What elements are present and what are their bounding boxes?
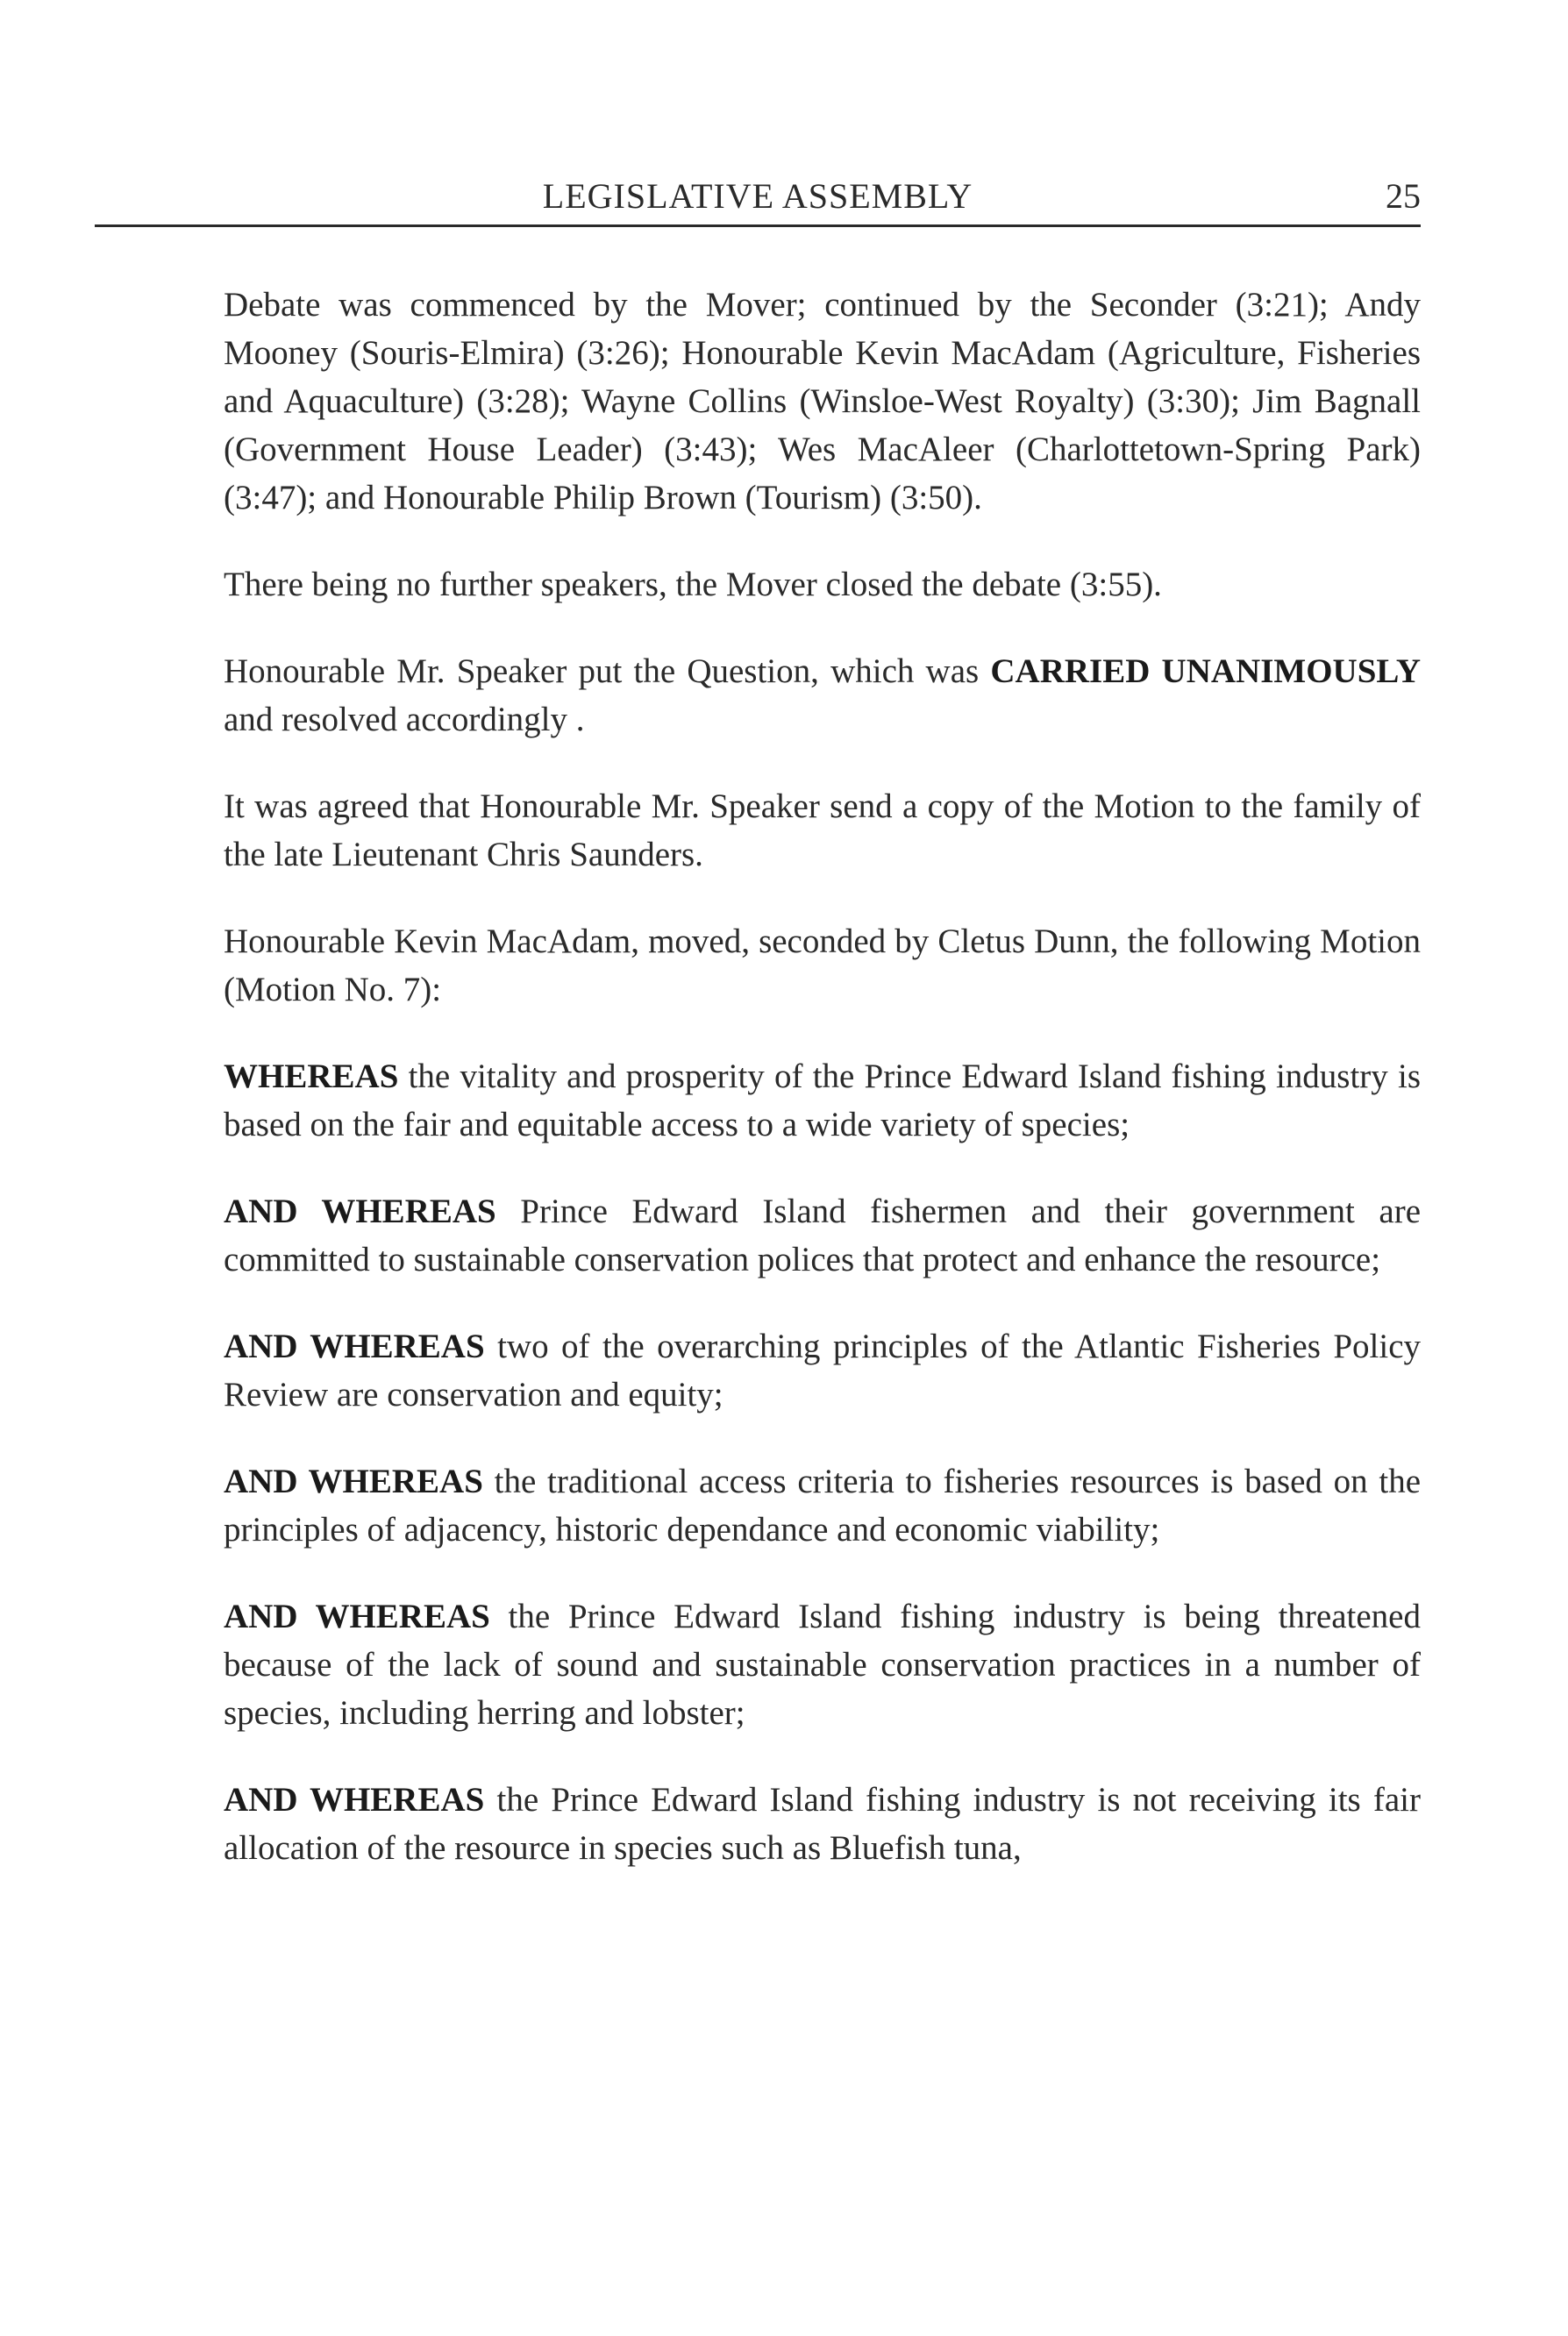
debate-text: Debate was commenced by the Mover; continued by the Seconder (3:21); Andy Mooney (Souris-Elmira) (3:26); Honourable Kevin MacAdam (Agriculture, Fisheries and Aquaculture) (3:28); Wayne Collins (Winsloe-West Royalty) (3:30); Jim Bagnall (Government House Leader) (3:43); Wes MacAleer (Charlottetown-Spring Park) (3:47); and Honourable Philip Brown (Tourism) (3:50).	[224, 286, 1421, 516]
question-text: Honourable Mr. Speaker put the Question, which was	[224, 652, 991, 690]
running-title: LEGISLATIVE ASSEMBLY	[542, 176, 973, 216]
journal-body	[224, 281, 1421, 1911]
debate-paragraph	[224, 281, 1421, 522]
whereas-text: the vitality and prosperity of the Prince Edward Island fishing industry is based on the fair and equitable access to a wide variety of species;	[224, 1058, 1421, 1143]
whereas-text: the Prince Edward Island fishing industry is being threatened because of the lack of sound and sustainable conservation practices in a number of species, including herring and lobster;	[224, 1598, 1421, 1732]
whereas-clause	[224, 1592, 1421, 1737]
motion-intro-text: Honourable Kevin MacAdam, moved, seconded by Cletus Dunn, the following Motion (Motion No. 7):	[224, 922, 1421, 1008]
whereas-clause	[224, 1457, 1421, 1554]
whereas-text: Prince Edward Island fishermen and their government are committed to sustainable conservation polices that protect and enhance the resource;	[224, 1193, 1421, 1278]
copy-motion-paragraph	[224, 782, 1421, 879]
whereas-clause	[224, 1187, 1421, 1284]
whereas-clause	[224, 1052, 1421, 1149]
whereas-lead: AND WHEREAS	[224, 1463, 483, 1500]
motion-intro-paragraph	[224, 917, 1421, 1014]
whereas-clause	[224, 1322, 1421, 1419]
copy-motion-text: It was agreed that Honourable Mr. Speaker send a copy of the Motion to the family of the late Lieutenant Chris Saunders.	[224, 787, 1421, 873]
carried-unanimously: CARRIED UNANIMOUSLY	[990, 652, 1421, 690]
question-paragraph	[224, 647, 1421, 744]
whereas-lead: WHEREAS	[224, 1058, 399, 1095]
whereas-text: the traditional access criteria to fisheries resources is based on the principles of adjacency, historic dependance and economic viability;	[224, 1463, 1422, 1549]
whereas-lead: AND WHEREAS	[224, 1598, 490, 1635]
closing-paragraph	[224, 560, 1421, 609]
whereas-text: the Prince Edward Island fishing industry is not receiving its fair allocation of the resource in species such as Bluefish tuna,	[224, 1781, 1421, 1867]
whereas-lead: AND WHEREAS	[224, 1781, 485, 1819]
whereas-text: two of the overarching principles of the Atlantic Fisheries Policy Review are conservation and equity;	[224, 1328, 1422, 1414]
question-text-end: and resolved accordingly .	[224, 701, 585, 738]
header-rule	[95, 224, 1421, 227]
whereas-lead: AND WHEREAS	[224, 1193, 496, 1230]
whereas-clause	[224, 1776, 1421, 1872]
page-number: 25	[1386, 176, 1421, 216]
page-header	[95, 174, 1421, 228]
whereas-lead: AND WHEREAS	[224, 1328, 485, 1365]
closing-text: There being no further speakers, the Mover closed the debate (3:55).	[224, 566, 1162, 603]
